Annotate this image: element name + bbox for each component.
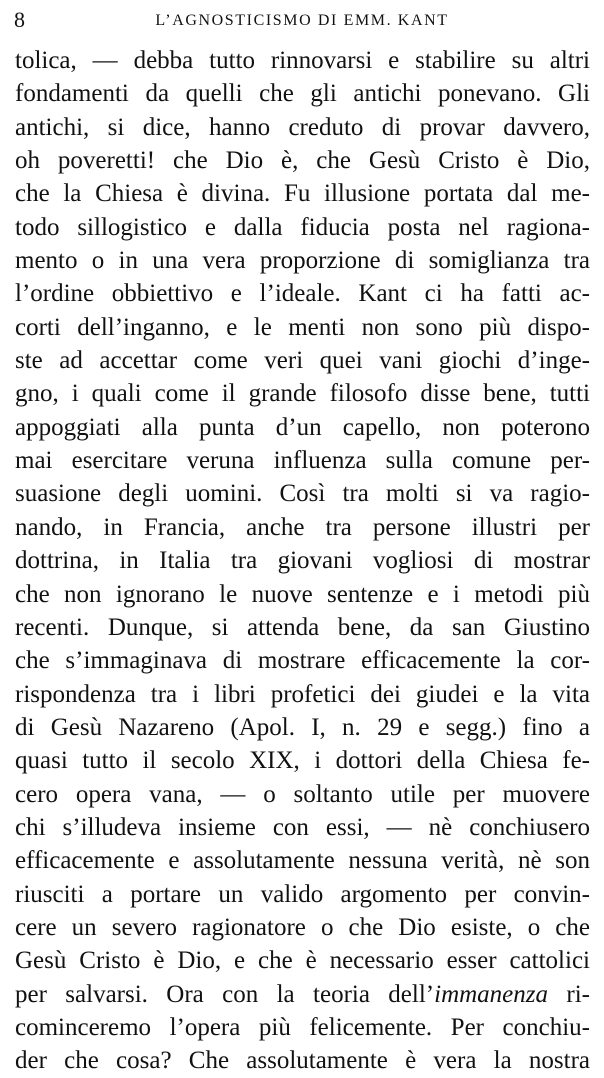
text-line: mai esercitare veruna influenza sulla comune per- — [15, 447, 590, 475]
running-title: L’AGNOSTICISMO DI EMM. KANT — [155, 12, 449, 29]
text-line: cero opera vana, — o soltanto utile per muovere — [15, 780, 590, 808]
text-line: gno, i quali come il grande filosofo disse bene, tutti — [15, 380, 590, 408]
text-line: quasi tutto il secolo XIX, i dottori della Chiesa fe- — [15, 747, 590, 775]
text-line: der che cosa? Che assolutamente è vera la nostra — [15, 1047, 590, 1075]
text-line: recenti. Dunque, si attenda bene, da san Giustino — [15, 613, 590, 641]
text-line: ste ad accettar come veri quei vani giochi d’inge- — [15, 347, 590, 375]
text-line: suasione degli uomini. Così tra molti si va ragio- — [15, 480, 590, 508]
text-line: riusciti a portare un valido argomento per convin- — [15, 880, 590, 908]
text-line: di Gesù Nazareno (Apol. I, n. 29 e segg.) fino a — [15, 713, 590, 741]
text-line: che la Chiesa è divina. Fu illusione portata dal me- — [15, 180, 590, 208]
text-line: che non ignorano le nuove sentenze e i metodi più — [15, 580, 590, 608]
text-line: l’ordine obbiettivo e l’ideale. Kant ci ha fatti ac- — [15, 280, 590, 308]
text-line: nando, in Francia, anche tra persone illustri per — [15, 513, 590, 541]
text-line: todo sillogistico e dalla fiducia posta nel ragiona- — [15, 213, 590, 241]
text-line: rispondenza tra i libri profetici dei giudei e la vita — [15, 680, 590, 708]
text-line: cominceremo l’opera più felicemente. Per conchiu- — [15, 1013, 590, 1041]
text-line: Gesù Cristo è Dio, e che è necessario esser cattolici — [15, 947, 590, 975]
italic-term: immanenza — [434, 980, 549, 1008]
body-text — [15, 44, 590, 1078]
text-line: oh poveretti! che Dio è, che Gesù Cristo è Dio, — [15, 147, 590, 175]
text-line: efficacemente e assolutamente nessuna verità, nè son — [15, 847, 590, 875]
text-run: ri- — [548, 980, 590, 1008]
page-header — [14, 8, 590, 38]
text-line-with-italic — [15, 978, 590, 1011]
text-line: cere un severo ragionatore o che Dio esiste, o che — [15, 913, 590, 941]
text-run: per salvarsi. Ora con la teoria dell’ — [15, 980, 435, 1008]
text-line: corti dell’inganno, e le menti non sono più dispo- — [15, 313, 590, 341]
text-line: dottrina, in Italia tra giovani vogliosi di mostrar — [15, 547, 590, 575]
text-line: chi s’illudeva insieme con essi, — nè conchiusero — [15, 813, 590, 841]
text-line: mento o in una vera proporzione di somiglianza tra — [15, 247, 590, 275]
text-line: tolica, — debba tutto rinnovarsi e stabilire su altri — [15, 47, 590, 74]
page-number: 8 — [14, 7, 25, 32]
text-line: antichi, si dice, hanno creduto di provar davvero, — [15, 113, 590, 141]
text-line: fondamenti da quelli che gli antichi ponevano. Gli — [15, 80, 590, 108]
text-line: appoggiati alla punta d’un capello, non poterono — [15, 413, 590, 441]
text-line: che s’immaginava di mostrare efficacemente la cor- — [15, 647, 590, 675]
